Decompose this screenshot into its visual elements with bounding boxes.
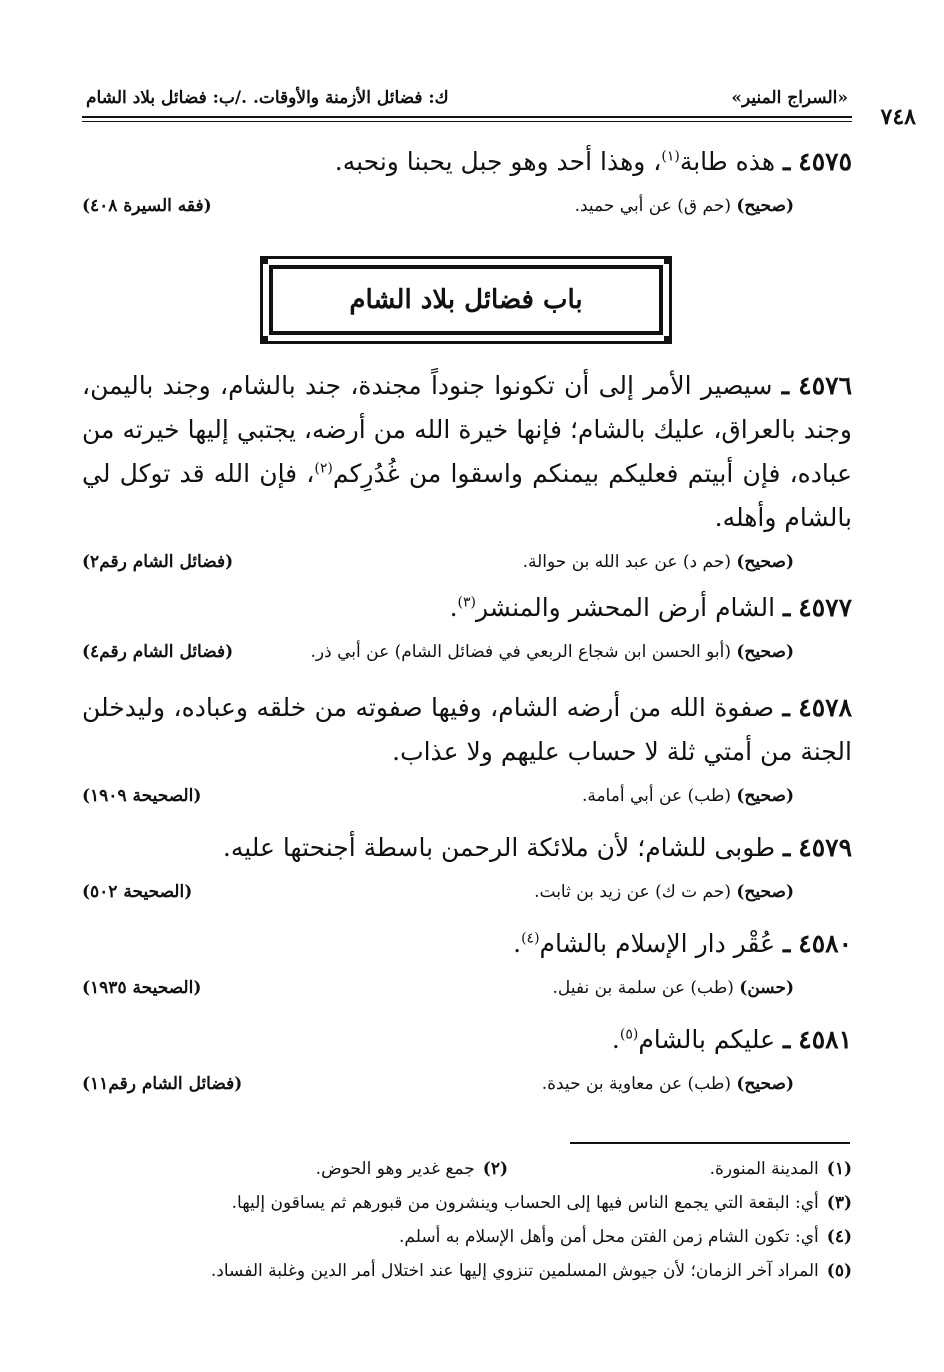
running-header-chapter: ك: فضائل الأزمنة والأوقات. ./ب: فضائل بلاد الشام <box>86 88 449 108</box>
hadith-reference <box>82 1070 852 1104</box>
footnote-1: (١)المدينة المنورة. <box>709 1159 852 1179</box>
footnote-line-1-2 <box>82 1154 852 1184</box>
hadith-text: ٤٥٧٦ ـ سيصير الأمر إلى أن تكونوا جنوداً مجندة، جند بالشام، وجند باليمن، وجند بالعراق، عليك بالشام؛ فإنها خيرة الله من أرضه، يجتبي إليها خيرته من عباده، فإن أبيتم فعليكم بيمنكم واسقوا من غُدُرِكم$^{(٢)}$، فإن الله قد توكل لي بالشام وأهله. <box>82 371 853 532</box>
hadith-body: عليكم بالشام <box>638 1025 776 1054</box>
hadith-4576 <box>82 364 852 582</box>
hadith-grade-line <box>552 978 794 998</box>
hadith-body: عُقْر دار الإسلام بالشام <box>539 929 776 958</box>
hadith-4581 <box>82 1018 852 1104</box>
hadith-number: ٤٥٨١ <box>798 1025 852 1054</box>
chapter-title-inner <box>269 265 663 335</box>
hadith-grade-line <box>575 196 794 216</box>
footnote-4: (٤)أي: تكون الشام زمن الفتن محل أمن وأهل الإسلام به أسلم. <box>398 1227 852 1247</box>
citation: (فقه السيرة ٤٠٨) <box>82 196 212 216</box>
citation: (فضائل الشام رقم٢) <box>82 552 234 572</box>
hadith-reference <box>82 974 852 1008</box>
source-text: (طب) عن أبي أمامة. <box>581 786 731 806</box>
source-text: (حم ت ك) عن زيد بن ثابت. <box>534 882 731 902</box>
hadith-body-cont: ، وهذا أحد وهو جبل يحبنا ونحبه. <box>334 147 662 176</box>
footnote-2: (٢)جمع غدير وهو الحوض. <box>315 1159 508 1179</box>
grade-label: (صحيح) <box>736 552 794 572</box>
citation: (فضائل الشام رقم٤) <box>82 642 234 662</box>
grade-label: (حسن) <box>739 978 794 998</box>
hadith-4578 <box>82 686 852 816</box>
source-text: (طب) عن سلمة بن نفيل. <box>552 978 734 998</box>
hadith-text: ٤٥٧٥ ـ هذه طابة$^{(١)}$، وهذا أحد وهو جبل يحبنا ونحبه. <box>334 147 852 176</box>
hadith-text: ٤٥٧٧ ـ الشام أرض المحشر والمنشر$^{(٣)}$. <box>449 593 852 622</box>
grade-label: (صحيح) <box>736 1074 794 1094</box>
hadith-4580 <box>82 922 852 1008</box>
hadith-body-cont: ، فإن الله قد توكل لي بالشام وأهله. <box>82 459 852 532</box>
hadith-grade-line <box>523 552 794 572</box>
hadith-body: صفوة الله من أرضه الشام، وفيها صفوته من خلقه وعباده، وليدخلن الجنة من أمتي ثلة لا حساب عليهم ولا عذاب. <box>82 693 852 766</box>
hadith-body: طوبى للشام؛ لأن ملائكة الرحمن باسطة أجنحتها عليه. <box>222 833 776 862</box>
frame-corner <box>260 336 268 344</box>
hadith-text: ٤٥٨٠ ـ عُقْر دار الإسلام بالشام$^{(٤)}$. <box>513 929 852 958</box>
hadith-body-cont: . <box>449 593 458 622</box>
grade-label: (صحيح) <box>736 196 794 216</box>
hadith-number: ٤٥٧٥ <box>798 147 852 176</box>
frame-corner <box>260 256 268 264</box>
hadith-number: ٤٥٧٦ <box>798 371 853 400</box>
hadith-number: ٤٥٧٧ <box>798 593 852 622</box>
footnote-marker: (٢) <box>314 460 333 477</box>
source-text: (طب) عن معاوية بن حيدة. <box>541 1074 731 1094</box>
running-header-book-title: «السراج المنير» <box>731 88 848 108</box>
header-rule <box>82 116 852 118</box>
hadith-4579 <box>82 826 852 912</box>
chapter-title: باب فضائل بلاد الشام <box>349 285 583 315</box>
hadith-text: ٤٥٧٩ ـ طوبى للشام؛ لأن ملائكة الرحمن باسطة أجنحتها عليه. <box>222 833 852 862</box>
hadith-text: ٤٥٨١ ـ عليكم بالشام$^{(٥)}$. <box>611 1025 852 1054</box>
hadith-number: ٤٥٧٨ <box>798 693 853 722</box>
grade-label: (صحيح) <box>736 642 794 662</box>
hadith-body: الشام أرض المحشر والمنشر <box>476 593 776 622</box>
hadith-reference <box>82 192 852 226</box>
source-text: (أبو الحسن ابن شجاع الربعي في فضائل الشام) عن أبي ذر. <box>310 642 731 662</box>
footnote-5: (٥)المراد آخر الزمان؛ لأن جيوش المسلمين تنزوي إليها عند اختلال أمر الدين وغلبة الفساد. <box>210 1261 852 1281</box>
source-text: (حم ق) عن أبي حميد. <box>574 196 731 216</box>
footnote-3: (٣)أي: البقعة التي يجمع الناس فيها إلى الحساب وينشرون من قبورهم ثم يساقون إليها. <box>231 1193 852 1213</box>
hadith-text: ٤٥٧٨ ـ صفوة الله من أرضه الشام، وفيها صفوته من خلقه وعباده، وليدخلن الجنة من أمتي ثلة لا حساب عليهم ولا عذاب. <box>82 693 853 766</box>
hadith-reference <box>82 638 852 672</box>
hadith-body-cont: . <box>513 929 522 958</box>
citation: (الصحيحة ١٩٠٩) <box>82 786 202 806</box>
hadith-grade-line <box>311 642 794 662</box>
frame-corner <box>664 256 672 264</box>
hadith-reference <box>82 548 852 582</box>
footnote-marker: (٥) <box>619 1026 639 1043</box>
footnote-marker: (١) <box>661 148 680 165</box>
chapter-title-frame <box>260 256 672 344</box>
hadith-4577 <box>82 586 852 672</box>
footnote-separator <box>570 1142 850 1144</box>
hadith-body-cont: . <box>611 1025 620 1054</box>
hadith-reference <box>82 878 852 912</box>
footnote-marker: (٤) <box>521 930 540 947</box>
hadith-body: هذه طابة <box>679 147 776 176</box>
source-text: (حم د) عن عبد الله بن حوالة. <box>522 552 731 572</box>
header-rule-thin <box>82 121 852 122</box>
frame-corner <box>664 336 672 344</box>
hadith-4575 <box>82 140 852 226</box>
grade-label: (صحيح) <box>736 786 794 806</box>
hadith-grade-line <box>534 882 794 902</box>
hadith-grade-line <box>542 1074 794 1094</box>
footnote-marker: (٣) <box>457 594 477 611</box>
hadith-grade-line <box>582 786 794 806</box>
hadith-number: ٤٥٧٩ <box>798 833 852 862</box>
hadith-reference <box>82 782 852 816</box>
hadith-number: ٤٥٨٠ <box>798 929 852 958</box>
citation: (فضائل الشام رقم١١) <box>82 1074 243 1094</box>
hadith-body: سيصير الأمر إلى أن تكونوا جنوداً مجندة، جند بالشام، وجند باليمن، وجند بالعراق، عليك بالشام؛ فإنها خيرة الله من أرضه، يجتبي إليها خيرته من عباده، فإن أبيتم فعليكم بيمنكم واسقوا من غُدُرِكم <box>82 371 852 488</box>
page-number: ٧٤٨ <box>880 104 916 130</box>
citation: (الصحيحة ٥٠٢) <box>82 882 193 902</box>
grade-label: (صحيح) <box>736 882 794 902</box>
citation: (الصحيحة ١٩٣٥) <box>82 978 202 998</box>
